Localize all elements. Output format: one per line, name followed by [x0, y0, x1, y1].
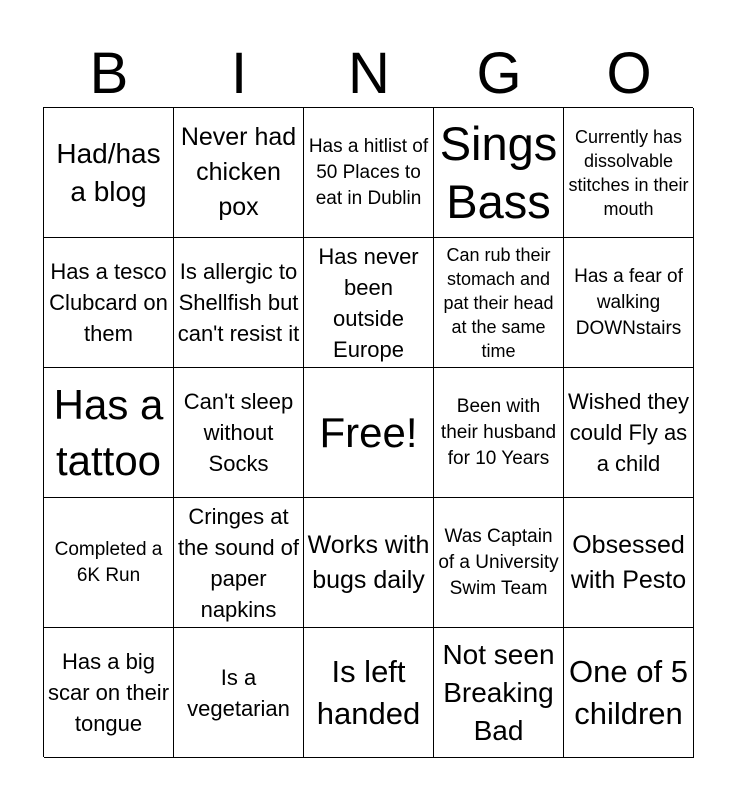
cell-text: Has a big scar on their tongue [47, 649, 170, 736]
header-letter-g: G [476, 41, 522, 106]
bingo-cell[interactable] [564, 108, 694, 238]
bingo-cell[interactable] [44, 238, 174, 368]
bingo-cell[interactable] [434, 628, 564, 758]
bingo-grid [43, 107, 693, 757]
bingo-cell[interactable] [304, 108, 434, 238]
free-space-text: Free! [319, 408, 418, 456]
cell-text: Been with their husband for 10 Years [440, 395, 557, 469]
cell-text: Has a hitlist of 50 Places to eat in Dublin [308, 135, 429, 209]
bingo-cell[interactable] [304, 238, 434, 368]
bingo-free-space[interactable] [304, 368, 434, 498]
bingo-cell[interactable] [434, 498, 564, 628]
header-letter-b: B [89, 41, 129, 106]
cell-text: Has a fear of walking DOWNstairs [574, 265, 683, 339]
bingo-cell[interactable] [564, 628, 694, 758]
bingo-cell[interactable] [434, 108, 564, 238]
bingo-cell[interactable] [564, 498, 694, 628]
bingo-cell[interactable] [304, 628, 434, 758]
bingo-header [44, 42, 694, 106]
cell-text: Can't sleep without Socks [183, 389, 294, 476]
bingo-cell[interactable] [434, 238, 564, 368]
header-letter-i: I [230, 41, 248, 106]
bingo-cell[interactable] [564, 238, 694, 368]
cell-text: Had/has a blog [56, 137, 161, 207]
cell-text: Was Captain of a University Swim Team [438, 525, 559, 599]
bingo-cell[interactable] [174, 368, 304, 498]
bingo-cell[interactable] [174, 238, 304, 368]
bingo-cell[interactable] [304, 498, 434, 628]
cell-text: Is left handed [316, 653, 421, 731]
cell-text: One of 5 children [569, 653, 688, 731]
cell-text: Wished they could Fly as a child [567, 389, 690, 476]
cell-text: Has a tesco Clubcard on them [49, 259, 168, 346]
cell-text: Currently has dissolvable stitches in their mouth [568, 126, 689, 219]
cell-text: Is allergic to Shellfish but can't resist it [177, 259, 300, 346]
bingo-cell[interactable] [44, 628, 174, 758]
cell-text: Completed a 6K Run [54, 538, 163, 586]
header-letter-n: N [348, 41, 390, 106]
bingo-cell[interactable] [44, 498, 174, 628]
cell-text: Works with bugs daily [307, 530, 430, 594]
cell-text: Cringes at the sound of paper napkins [177, 503, 300, 622]
cell-text: Is a vegetarian [187, 664, 290, 721]
cell-text: Sings Bass [439, 116, 558, 228]
cell-text: Has never been outside Europe [318, 243, 419, 362]
bingo-cell[interactable] [44, 108, 174, 238]
cell-text: Never had chicken pox [180, 123, 297, 221]
header-letter-o: O [606, 41, 652, 106]
bingo-cell[interactable] [44, 368, 174, 498]
bingo-cell[interactable] [174, 628, 304, 758]
cell-text: Obsessed with Pesto [570, 530, 687, 594]
bingo-cell[interactable] [174, 108, 304, 238]
cell-text: Not seen Breaking Bad [442, 638, 555, 746]
bingo-cell[interactable] [174, 498, 304, 628]
cell-text: Has a tattoo [53, 380, 164, 484]
cell-text: Can rub their stomach and pat their head at the same time [443, 244, 554, 361]
bingo-cell[interactable] [434, 368, 564, 498]
bingo-cell[interactable] [564, 368, 694, 498]
